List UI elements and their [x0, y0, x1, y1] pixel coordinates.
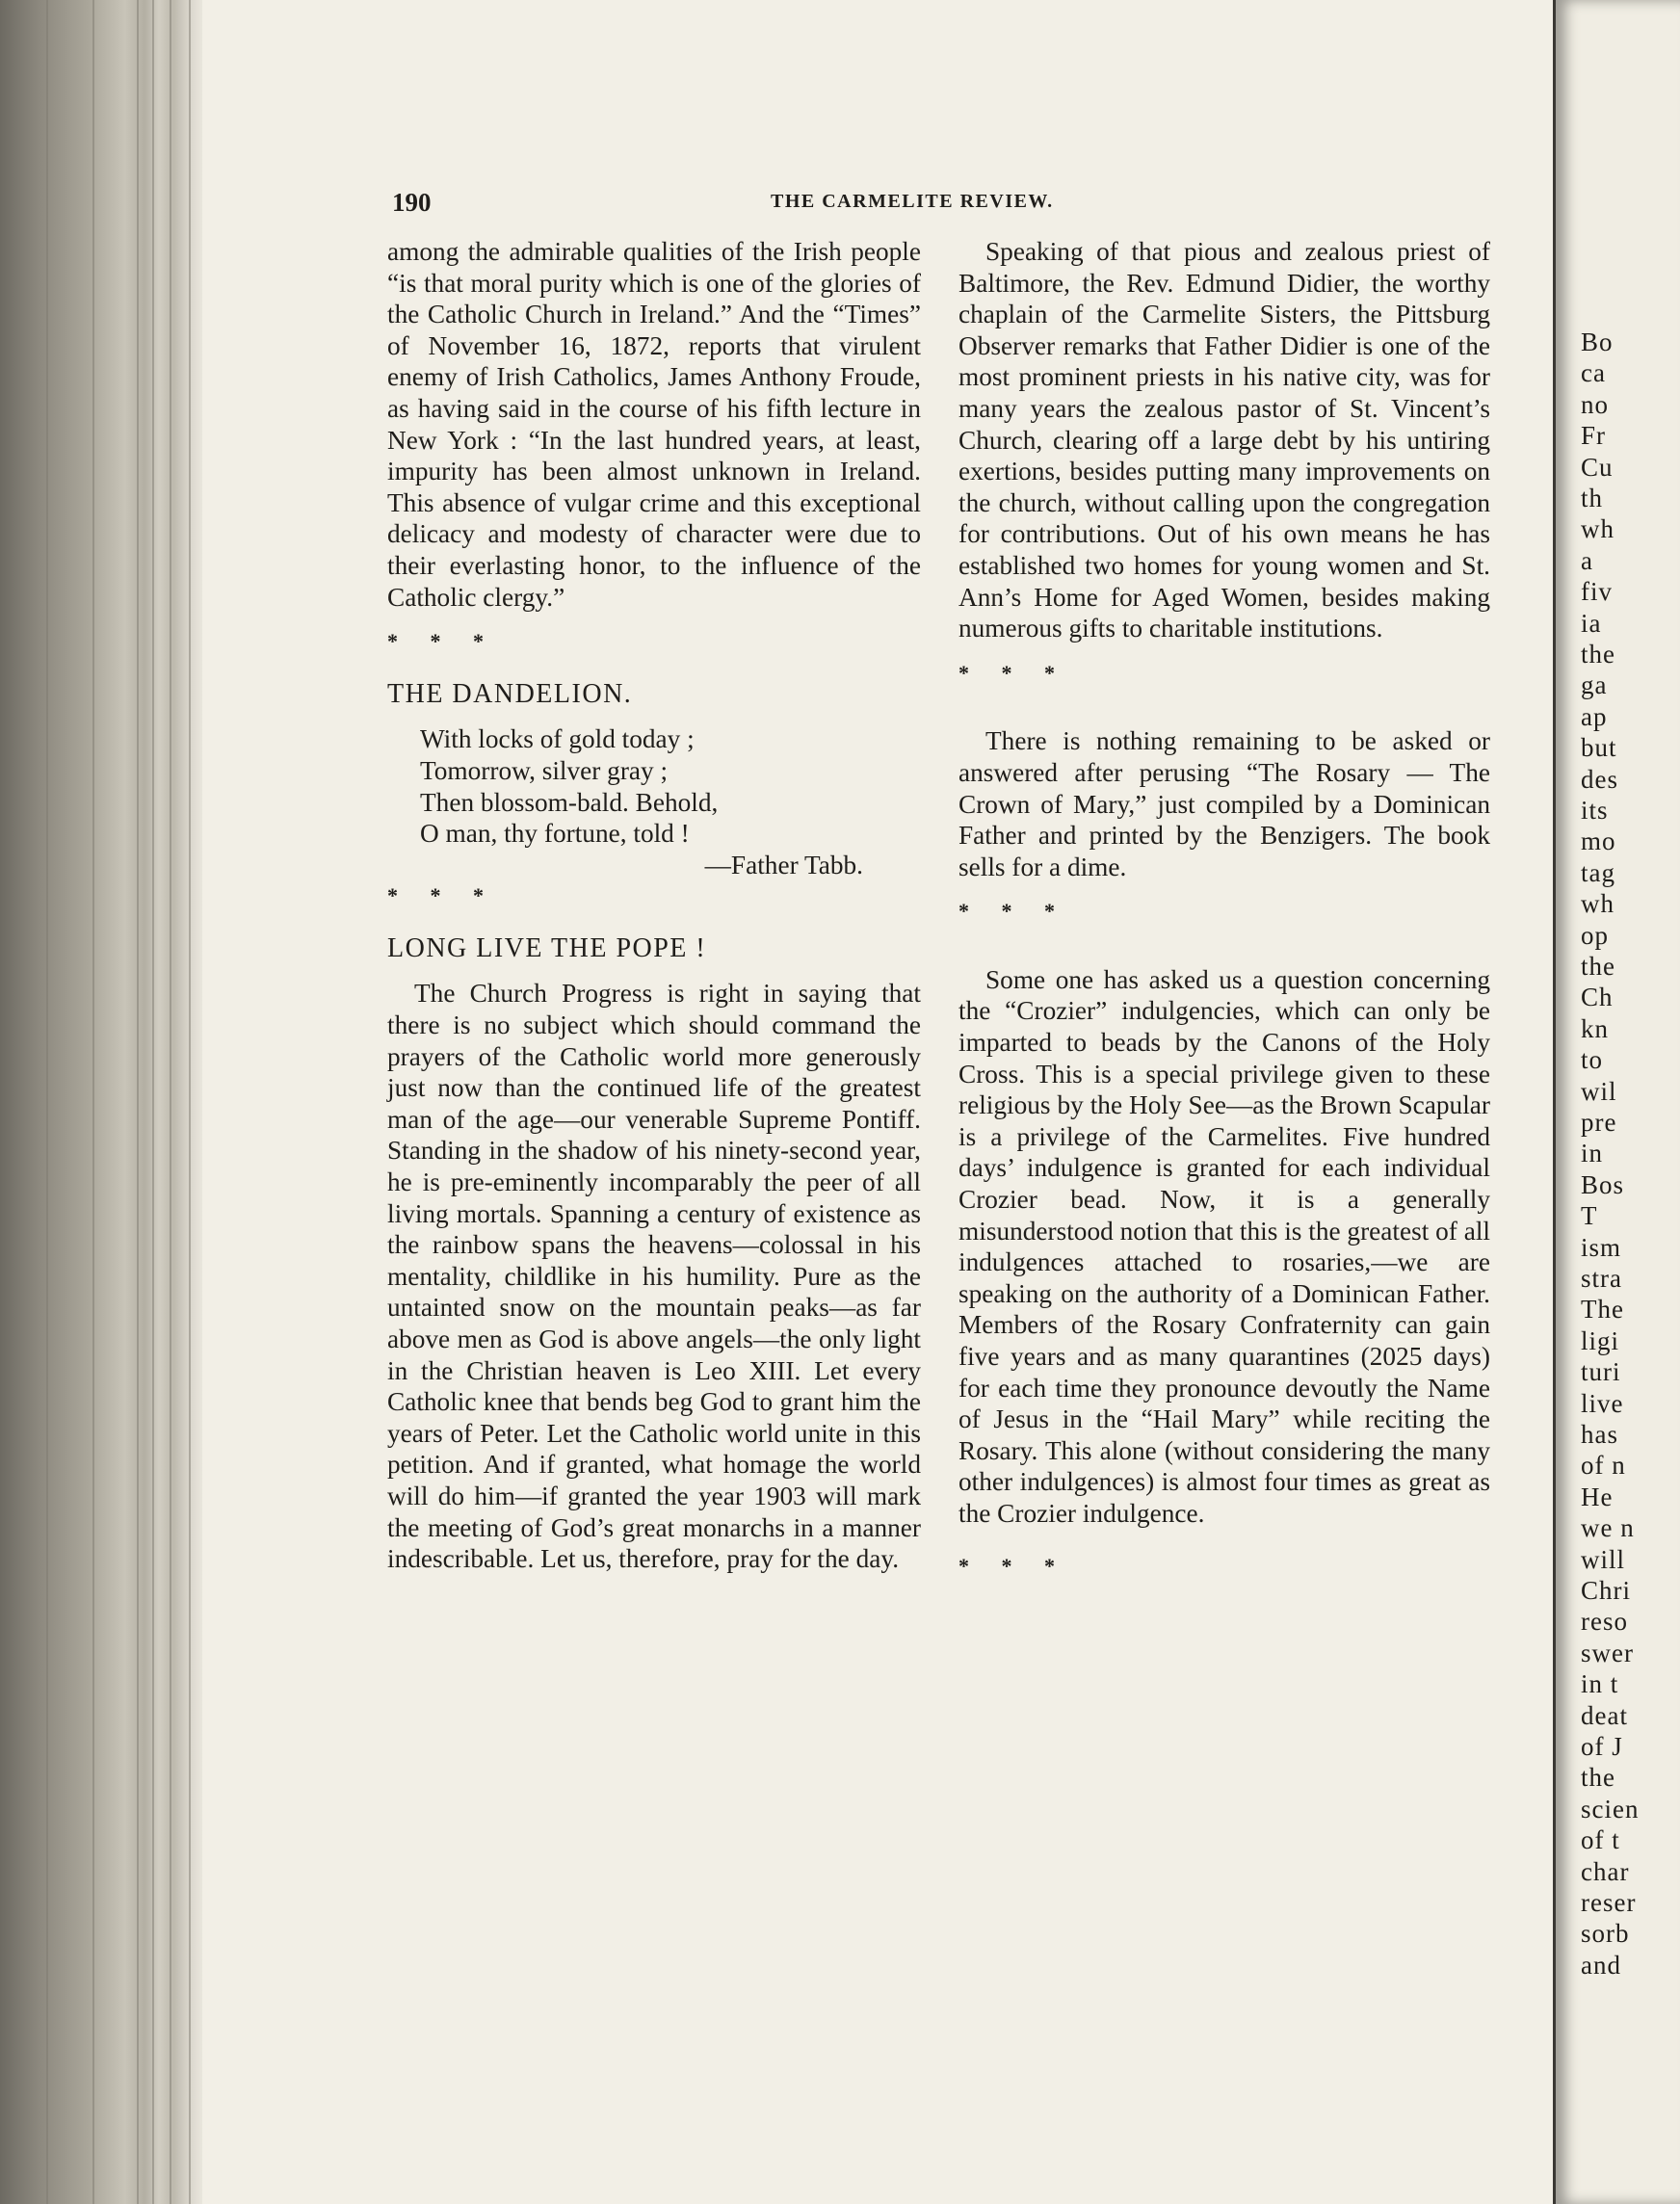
next-page-fragment: of t: [1581, 1825, 1620, 1855]
next-page-fragment: wil: [1581, 1076, 1617, 1106]
next-page-edge: [1553, 0, 1680, 2204]
next-page-fragment: Bos: [1581, 1169, 1625, 1199]
next-page-fragment: Chri: [1581, 1576, 1632, 1605]
next-page-fragment: reser: [1581, 1888, 1637, 1917]
poem-line: O man, thy fortune, told !: [420, 819, 690, 849]
pope-heading: LONG LIVE THE POPE !: [387, 932, 707, 963]
next-page-fragment: reso: [1581, 1607, 1628, 1637]
next-page-fragment: live: [1581, 1388, 1624, 1418]
next-page-fragment: in: [1581, 1139, 1604, 1168]
next-page-fragment: in t: [1581, 1669, 1619, 1699]
next-page-fragment: ism: [1581, 1232, 1622, 1262]
next-page-fragment: of n: [1581, 1451, 1626, 1481]
poem-line: Tomorrow, silver gray ;: [420, 755, 669, 785]
running-head: THE CARMELITE REVIEW.: [771, 191, 1054, 212]
rosary-paragraph: There is nothing remaining to be asked or answered after perusing “The Rosary — The Crown of Mary,” just compiled by a Dominican Father and printed by the Benzigers. The book sells for a dime.: [958, 726, 1490, 881]
next-page-fragment: des: [1581, 764, 1618, 794]
next-page-fragment: will: [1581, 1544, 1626, 1574]
next-page-fragment: Fr: [1581, 421, 1607, 451]
next-page-fragment: ap: [1581, 701, 1608, 731]
next-page-fragment: wh: [1581, 889, 1614, 919]
left-column: [387, 236, 921, 1575]
dandelion-heading: THE DANDELION.: [387, 678, 633, 709]
crozier-paragraph: Some one has asked us a question concerning the “Crozier” indulgencies, which can only be imparted to beads by the Canons of the Holy Cross. This is a special privilege given to these religious by the Holy See—as the Brown Scapular is a privilege of the Carmelites. Five hundred days’ indulgence is granted for each individual Crozier bead. Now, it is a generally misunderstood notion that this is the greatest of all indulgences attached to rosaries,—we are speaking on the authority of a Dominican Father. Members of the Rosary Confraternity can gain five years and as many quarantines (2025 days) for each time they pronounce devoutly the Name of Jesus in the “Hail Mary” while reciting the Rosary. This alone (without considering the many other indulgences) is almost four times as great as the Crozier indulgence.: [958, 964, 1490, 1528]
pope-paragraph: The Church Progress is right in saying that there is no subject which should command the prayers of the Catholic world more generously just now than the continued life of the greatest man of the age—our venerable Supreme Pontiff. Standing in the shadow of his ninety-second year, he is pre-eminently incomparably the peer of all living mortals. Spanning a century of existence as the rainbow spans the heavens—colossal in his mentality, childlike in his humility. Pure as the untainted snow on the mountain peaks—as far above men as God is above angels—the only light in the Christian heaven is Leo XIII. Let every Catholic knee that bends beg God to grant him the years of Peter. Let the Catholic world unite in this petition. And if granted, what homage the world will do him—if granted the year 1903 will mark the meeting of God’s great monarchs in a manner indescribable. Let us, therefore, pray for the day.: [387, 979, 921, 1574]
next-page-fragment: swer: [1581, 1638, 1634, 1667]
book-binding-edge: [0, 0, 202, 2204]
next-page-fragment: turi: [1581, 1357, 1621, 1387]
dandelion-poem: [420, 723, 921, 880]
next-page-fragment: no: [1581, 389, 1609, 419]
didier-paragraph: Speaking of that pious and zealous priest of Baltimore, the Rev. Edmund Didier, the worthy chaplain of the Carmelite Sisters, the Pittsburg Observer remarks that Father Didier is one of the most prominent priests in his native city, was for many years the zealous pastor of St. Vincent’s Church, clearing off a large debt by his untiring exertions, besides putting many improvements on the church, without calling upon the congregation for contributions. Out of his own means he has established two homes for young women and St. Ann’s Home for Aged Women, besides making numerous gifts to charitable institutions.: [958, 237, 1490, 643]
section-separator: * * *: [387, 629, 497, 654]
section-separator: * * *: [387, 883, 497, 908]
next-page-fragment: wh: [1581, 514, 1614, 544]
next-page-fragment: char: [1581, 1856, 1630, 1886]
next-page-fragment: Ch: [1581, 983, 1614, 1012]
next-page-fragment: ia: [1581, 608, 1602, 638]
section-separator: * * *: [958, 899, 1068, 924]
next-page-fragment: has: [1581, 1420, 1618, 1449]
next-page-fragment: op: [1581, 920, 1609, 950]
next-page-fragment: scien: [1581, 1794, 1640, 1824]
section-separator: * * *: [958, 660, 1068, 685]
next-page-fragment: sorb: [1581, 1919, 1630, 1949]
next-page-fragment: pre: [1581, 1108, 1617, 1137]
right-column: [958, 236, 1490, 1582]
next-page-fragment: tag: [1581, 857, 1615, 887]
next-page-fragment: The: [1581, 1295, 1624, 1325]
poem-attribution: —Father Tabb.: [704, 850, 863, 879]
next-page-fragment: He: [1581, 1482, 1614, 1511]
next-page-fragment: ca: [1581, 358, 1606, 388]
next-page-fragment: ligi: [1581, 1325, 1620, 1355]
section-separator: * * *: [958, 1553, 1068, 1578]
poem-line: Then blossom-bald. Behold,: [420, 787, 719, 817]
next-page-fragment: th: [1581, 484, 1604, 512]
next-page-fragment: fiv: [1581, 577, 1613, 607]
next-page-fragment: stra: [1581, 1264, 1622, 1293]
next-page-fragment: T: [1581, 1201, 1598, 1231]
page-number: 190: [392, 188, 432, 217]
next-page-fragment: we n: [1581, 1513, 1635, 1543]
next-page-fragment: of J: [1581, 1732, 1623, 1761]
next-page-fragment: Bo: [1581, 328, 1614, 356]
next-page-fragment: kn: [1581, 1013, 1609, 1043]
next-page-fragment: ga: [1581, 670, 1608, 700]
next-page-fragment: mo: [1581, 826, 1616, 856]
next-page-fragment: the: [1581, 952, 1615, 981]
next-page-fragment: the: [1581, 640, 1615, 669]
poem-line: With locks of gold today ;: [420, 724, 695, 754]
next-page-fragment: the: [1581, 1763, 1615, 1793]
next-page-fragment: deat: [1581, 1700, 1628, 1730]
next-page-fragment: its: [1581, 796, 1609, 825]
next-page-fragment: a: [1581, 545, 1593, 575]
froude-paragraph: among the admirable qualities of the Irish people “is that moral purity which is one of the glories of the Catholic Church in Ireland.” And the “Times” of November 16, 1872, reports that virulent enemy of Irish Catholics, James Anthony Froude, as having said in the course of his fifth lecture in New York : “In the last hundred years, at least, impurity has been almost unknown in Ireland. This absence of vulgar crime and this exceptional delicacy and modesty of character were due to their everlasting honor, to the influence of the Catholic clergy.”: [387, 237, 921, 612]
next-page-fragment: to: [1581, 1045, 1604, 1075]
next-page-fragment: but: [1581, 733, 1617, 763]
next-page-fragment: and: [1581, 1950, 1621, 1980]
next-page-fragment: Cu: [1581, 452, 1614, 482]
